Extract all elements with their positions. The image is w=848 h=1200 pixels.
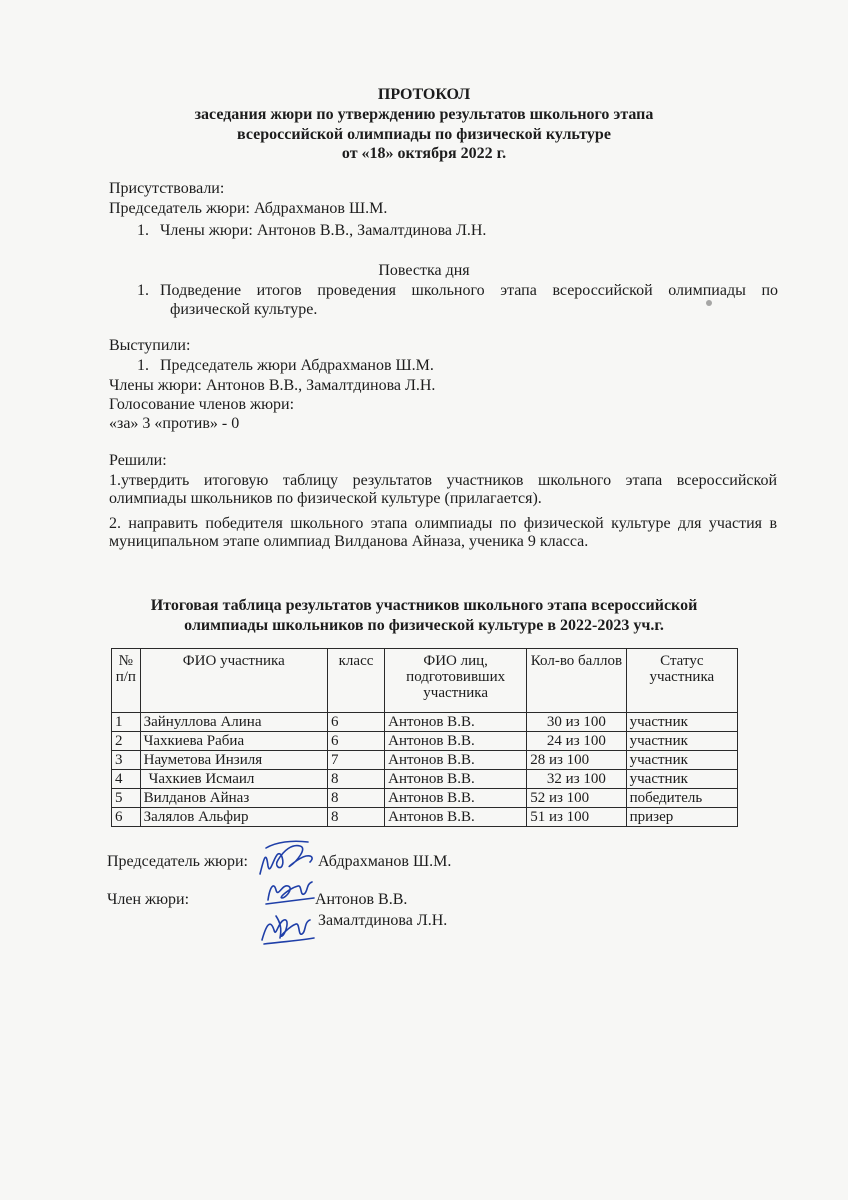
cell-fio: Залялов Альфир xyxy=(140,808,327,827)
agenda-heading: Повестка дня xyxy=(378,262,470,279)
header-score: Кол-во баллов xyxy=(527,649,626,713)
speakers-item-number: 1. xyxy=(137,357,149,374)
cell-num: 6 xyxy=(112,808,141,827)
attendance-members-number: 1. xyxy=(137,222,149,239)
signature-member2-name: Замалтдинова Л.Н. xyxy=(318,912,448,929)
cell-num: 4 xyxy=(112,770,141,789)
cell-score: 28 из 100 xyxy=(527,751,626,770)
table-row xyxy=(112,751,738,770)
cell-teacher: Антонов В.В. xyxy=(385,732,527,751)
table-title-line1: Итоговая таблица результатов участников школьного этапа всероссийской xyxy=(150,597,698,614)
signature-chair-label: Председатель жюри: xyxy=(107,853,248,870)
cell-score: 30 из 100 xyxy=(527,713,626,732)
cell-score: 52 из 100 xyxy=(527,789,626,808)
cell-grade: 8 xyxy=(327,808,384,827)
agenda-item-line2: физической культуре. xyxy=(170,301,318,318)
document-date: от «18» октября 2022 г. xyxy=(341,145,507,162)
agenda-item-line1: Подведение итогов проведения школьного этапа всероссийской олимпиады по xyxy=(160,282,778,299)
speakers-item: Председатель жюри Абдрахманов Ш.М. xyxy=(160,357,434,374)
member1-signature-icon xyxy=(262,876,318,908)
cell-fio: Чахкиева Рабиа xyxy=(140,732,327,751)
agenda-item-number: 1. xyxy=(137,282,149,299)
cell-status: участник xyxy=(626,732,737,751)
cell-fio: Чахкиев Исмаил xyxy=(140,770,327,789)
results-table xyxy=(111,648,738,827)
vote-label: Голосование членов жюри: xyxy=(109,396,295,413)
cell-teacher: Антонов В.В. xyxy=(385,713,527,732)
table-row xyxy=(112,789,738,808)
vote-result: «за» 3 «против» - 0 xyxy=(109,415,240,432)
header-fio: ФИО участника xyxy=(140,649,327,713)
cell-teacher: Антонов В.В. xyxy=(385,808,527,827)
cell-fio: Зайнуллова Алина xyxy=(140,713,327,732)
cell-grade: 8 xyxy=(327,770,384,789)
cell-grade: 6 xyxy=(327,713,384,732)
cell-status: участник xyxy=(626,770,737,789)
decision-label: Решили: xyxy=(109,452,167,469)
cell-status: участник xyxy=(626,751,737,770)
header-teacher: ФИО лиц, подготовивших участника xyxy=(385,649,527,713)
cell-grade: 8 xyxy=(327,789,384,808)
cell-status: призер xyxy=(626,808,737,827)
member2-signature-icon xyxy=(256,908,318,948)
cell-teacher: Антонов В.В. xyxy=(385,770,527,789)
cell-num: 3 xyxy=(112,751,141,770)
table-title-line2: олимпиады школьников по физической культуре в 2022-2023 уч.г. xyxy=(184,617,664,634)
cell-num: 2 xyxy=(112,732,141,751)
table-header-row xyxy=(112,649,738,713)
header-num: № п/п xyxy=(112,649,141,713)
cell-status: победитель xyxy=(626,789,737,808)
cell-fio: Науметова Инзиля xyxy=(140,751,327,770)
cell-num: 1 xyxy=(112,713,141,732)
scan-mark xyxy=(706,300,712,306)
decision-item1: 1.утвердить итоговую таблицу результатов участников школьного этапа всероссийской олимпиады школьников по физической культуре (прилагается). xyxy=(109,472,777,507)
cell-num: 5 xyxy=(112,789,141,808)
table-row xyxy=(112,732,738,751)
cell-status: участник xyxy=(626,713,737,732)
signature-member-label: Член жюри: xyxy=(107,891,190,908)
decision-item2: 2. направить победителя школьного этапа олимпиады по физической культуре для участия в муниципальном этапе олимпиад Вилданова Айназа, ученика 9 класса. xyxy=(109,515,777,550)
cell-score: 32 из 100 xyxy=(527,770,626,789)
cell-fio: Вилданов Айназ xyxy=(140,789,327,808)
header-grade: класс xyxy=(327,649,384,713)
cell-grade: 6 xyxy=(327,732,384,751)
cell-teacher: Антонов В.В. xyxy=(385,751,527,770)
signature-chair-name: Абдрахманов Ш.М. xyxy=(318,853,452,870)
attendance-label: Присутствовали: xyxy=(109,180,225,197)
cell-score: 51 из 100 xyxy=(527,808,626,827)
cell-score: 24 из 100 xyxy=(527,732,626,751)
attendance-members: Члены жюри: Антонов В.В., Замалтдинова Л.Н. xyxy=(160,222,487,239)
document-subtitle-line2: всероссийской олимпиады по физической культуре xyxy=(237,126,611,143)
cell-teacher: Антонов В.В. xyxy=(385,789,527,808)
speakers-label: Выступили: xyxy=(109,337,191,354)
cell-grade: 7 xyxy=(327,751,384,770)
speakers-members: Члены жюри: Антонов В.В., Замалтдинова Л.Н. xyxy=(109,377,436,394)
signature-member1-name: Антонов В.В. xyxy=(315,891,408,908)
document-title: ПРОТОКОЛ xyxy=(377,86,471,103)
header-status: Статус участника xyxy=(626,649,737,713)
table-row xyxy=(112,770,738,789)
table-row xyxy=(112,713,738,732)
attendance-chair: Председатель жюри: Абдрахманов Ш.М. xyxy=(109,200,388,217)
table-row xyxy=(112,808,738,827)
document-subtitle-line1: заседания жюри по утверждению результатов школьного этапа xyxy=(194,106,654,123)
